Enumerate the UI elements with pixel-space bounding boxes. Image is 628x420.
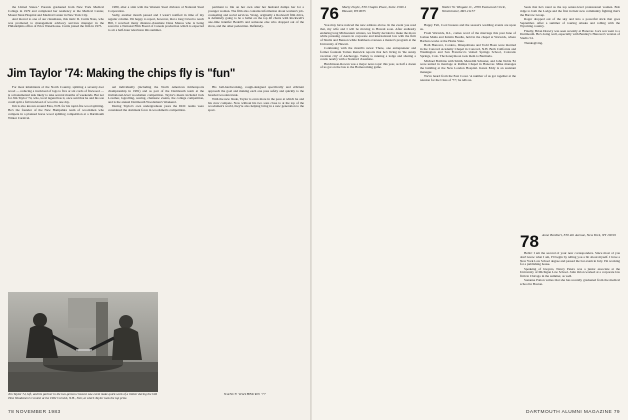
paragraph: Finally, Brian Drewry was seen recently at Hanover. Joe's son went to a Dartmouth. He's doing well, especially with Bentley's Hanover's version of Studio 54. xyxy=(520,28,620,41)
paragraph: Seats that he's rated as the top senior-level professional women. Bob ridge to both the Lodge and the first in their new community fighting that's the Barrow Group. xyxy=(520,6,620,17)
paragraph: From Warwick, R.I., comes word of the marriage this past June of Joshua Muha and Kristin Beadle, held in the chapel at Warwick, where Barbara works at the Home State. xyxy=(420,31,516,43)
article-headline: Jim Taylor '74: Making the chips fly is "fun" xyxy=(7,68,236,80)
paragraph: During Taylor's own undergraduate years the DOC teams were considered the dominant force in woodsmen's competition. xyxy=(108,104,204,113)
column-1-top xyxy=(8,6,104,64)
paragraph: Michael Bobbins with Smith, Meredith Schuster, and John Noble '81 were united in marriage at Rollins Chapel in Hanover. Mike manages the building at the New London Hospital. Karen Eddy is an assistant manager. xyxy=(420,58,516,74)
paragraph: Continuing with the month's news: There, one entrepreneur and former fountain Tomas Renwick reports that he's living in 'the sunny vacation city' of Anchorage. Tomey is running a lodge and sharing a condo nearby with a Stanford classmate. xyxy=(320,46,416,62)
class-notes-column-1 xyxy=(320,24,416,400)
column-2-top xyxy=(108,6,204,64)
paragraph: Both Hanover, Cordero, Dinapolitana and Todd Hoen were married in the Concord Academy Chapel in Concord, N.H. Both California and Washington and San Francisco's visited Springs School, Colorado Springs, Colo. The honeymoon took them to Bermuda. xyxy=(420,42,516,59)
class-notes-column-3-lower xyxy=(520,252,620,400)
class-secretary-76: Marty Doyle, 330 Chapin Place, Suite 1500-1 Hawaii, HI 9635 xyxy=(342,5,407,13)
sawing-scene-illustration xyxy=(8,292,158,392)
column-3-article xyxy=(208,86,304,388)
paragraph: Speaking of lawyers, Nancy Peters was a junior associate at the University of Michigan Law School. John Orton worked at a corporate law firm in Chicago in the summer, as well. xyxy=(520,266,620,279)
paragraph: 1980, after a stint with the Western Steel division of National Steel Corporation. xyxy=(108,6,204,13)
article-byline: NANCY WASHBURN '77 xyxy=(224,392,266,396)
paragraph: Happy Fall, Cool breezes and the season's wedding events are upon us. xyxy=(420,24,516,31)
column-1-article xyxy=(8,86,104,288)
page-folio: 78 NOVEMBER 1983 xyxy=(8,410,61,415)
page-folio: DARTMOUTH ALUMNI MAGAZINE 79 xyxy=(525,410,620,415)
column-3-top xyxy=(208,6,304,64)
paragraph: Hutchinson-Rowan was a major news topic this year, as half a dozen of us got on the bus to the Homecoming game. xyxy=(320,61,416,70)
paragraph: You may have noticed the new address above. In the event you read that, my wife and I will be moving to Hawaii soon. After endlessly enduring long Midwestern winters, we finally decided to make the move while pursuing careers in corporate and international law with the firm of Shultz and Benson while Kathleen oversees a master's program at the University of Hawaii. xyxy=(320,24,416,46)
column-2-article xyxy=(108,86,204,288)
paragraph: the United States." Parents graduated from New York Medical College in 1979 and completed her residency at the Medical Center, Mount Sinai Hospital and Medical Center in New York City. xyxy=(8,6,104,17)
paragraph: Jim is also known around Etna, N.H. for his rapid-fire wood splitting. He's the founder of the New Hampshire team of woodsmen who compete in a planned horse wood splitting competition at a Dartmouth Winter Carnival. xyxy=(8,104,104,120)
class-secretary-78: Anne Bordieri, 330 4th Avenue, New York, NY 10019 xyxy=(542,233,616,237)
class-secretary-77: Walter W. Wingate Jr., 4709 Eastwood Circle, Westminster, MD 21157 xyxy=(442,5,506,13)
paragraph: partment to file on her own after her husband dumps her for a younger woman. The film also contains information about women's job-counseling and social services. Wong, originally a Rockwell film drive, is definitely going to be a ballet on the top 40 charts with Rockwell's one-time Jennifer Bedell's and someone else who dropped out of the show, and the other pedestrian. Definitely. xyxy=(208,6,304,28)
paragraph: Roger dropped out of the sky and into a powerful stick that goes September. After a summer of touring Alaska and rolling with the Wyoming country. xyxy=(520,16,620,29)
paragraph: Hello! I am the second of your new corresponders. Since most of you don't know what I am, I'll begin by telling you a bit about myself. I have a New York Law School degree and passed the bar exam in July. I'm working for a publishing house. xyxy=(520,252,620,267)
paragraph: His bell-hardworking, rough-designed specifically and efficient approach the goal and making each one pass safely and quickly to the bearded wooden trunk. xyxy=(208,86,304,97)
paragraph: Thanksgiving. xyxy=(524,40,543,45)
left-page xyxy=(0,0,312,420)
paragraph: ual individually (including the North American timbersports championship in 1981) and as part of the Dartmouth team at the invitational-level woodsmen competition. Taylor's meets included Jack Lowther, logrolling, sawing, chainsaw events, the college competition, and is the annual Dartmouth Woodsmen's Weekend. xyxy=(108,86,204,104)
class-notes-column-2 xyxy=(420,24,516,400)
class-year-78: 78 xyxy=(520,232,539,251)
paragraph: With the new blade, Taylor is even more in the pace at which he and his crew compete. Now without his two sons close to at the top of the woodsmen's world, they're also helping bring in a new generation to the sport. xyxy=(208,96,304,113)
paragraph: Suzanne Patton writes that she has recently graduated from the medical school in Boston. xyxy=(520,278,620,287)
woodsmen-photo xyxy=(8,292,158,392)
paragraph: For most inhabitants of the North Country, splitting a seventy-foot wood — reducing a truckload of logs to five or six cords of firewood — is a monumental task likely to take several months of weekends. But not for Jim Taylor '74, who, local legend has it, once said that he and his son could split a full truckload of wood in one day. xyxy=(8,86,104,104)
class-year-76: 76 xyxy=(320,4,339,23)
photo-caption: Jim Taylor 74, left, and his partner in the two-person crosscut saw event make quick work of a timber during the Old Time Woodsmen's Contest at the 1982 Cornish, N.H., Fair, at which Taylor took the top prize. xyxy=(8,392,157,400)
class-notes-column-3 xyxy=(520,6,620,228)
right-page xyxy=(312,0,628,420)
class-year-77: 77 xyxy=(420,4,439,23)
paragraph: And moved to one of our classmates, this item: D. Curtis Nass, who was promoted to management advisory services manager in the Philadelphia office of Price Waterhouse. Curtis joined the firm in 1975. xyxy=(8,16,104,29)
paragraph: We've heard from the East Coast. 'A number of us got together at the reunion for the Class of '77,' he tells us. xyxy=(420,74,516,82)
paragraph: Sadly, another month passed and I wasn't notified in time of my regular column. I'm happy to report, however, that a long I tried to reach Bill, I received many distance-classmate Dana Manos who is being saved in a National Film Board of Canada production which is expected to air a half-hour television this summer. xyxy=(108,13,204,33)
